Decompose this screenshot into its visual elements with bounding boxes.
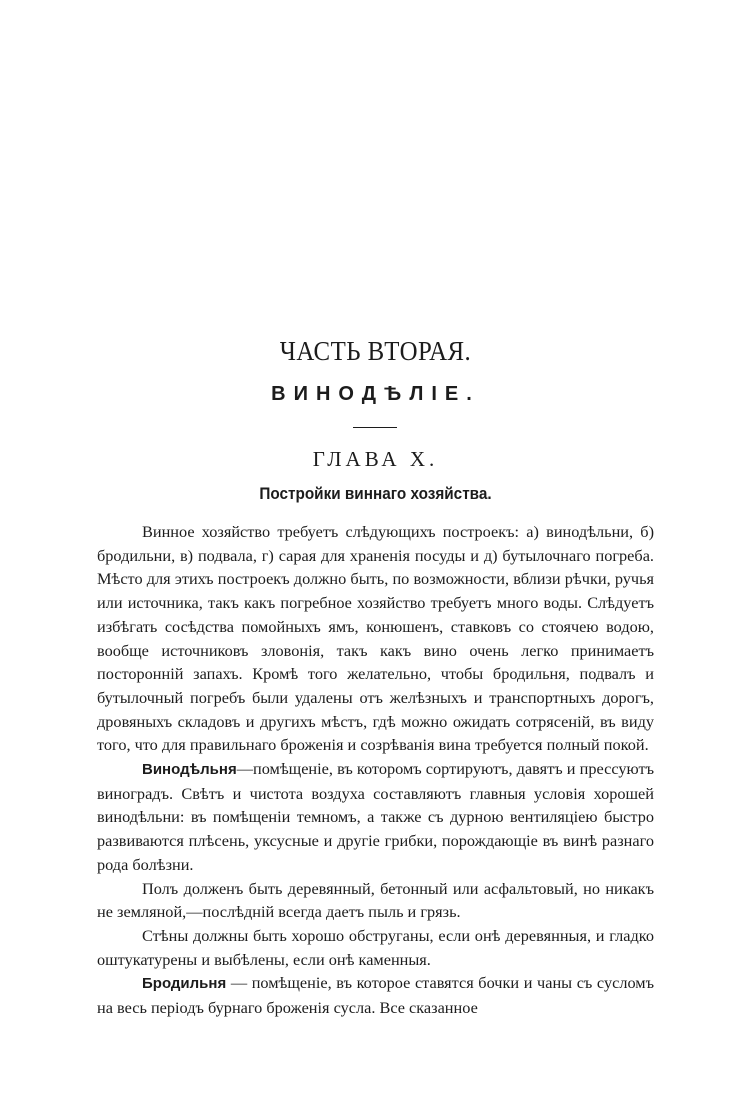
term-fermentation-room: Бродильня (142, 975, 227, 993)
paragraph-floor (97, 877, 654, 924)
paragraph-winery (97, 757, 654, 877)
title-divider (353, 427, 397, 428)
book-page (97, 0, 654, 1100)
paragraph-walls (97, 924, 654, 971)
paragraph-text: Винное хозяйство требуетъ слѣдующихъ построекъ: а) винодѣльни, б) бродильни, в) подвала, г) сарая для храненія посуды и д) бутылочнаго погреба. Мѣсто для этихъ построекъ должно быть, по возможности, вблизи рѣчки, ручья или источника, такъ какъ погребное хозяйство требуетъ много воды. Слѣдуетъ избѣгать сосѣдства помойныхъ ямъ, конюшенъ, ставковъ со стоячею водою, вообще источниковъ зловонія, такъ какъ вино очень легко принимаетъ посторонній запахъ. Кромѣ того желательно, чтобы бродильня, подвалъ и бутылочный погребъ были удалены отъ желѣзныхъ и транспортныхъ дорогъ, дровяныхъ складовъ и другихъ мѣстъ, гдѣ можно ожидать сотрясеній, въ виду того, что для правильнаго броженія и созрѣванія вина требуется полный покой. (97, 522, 654, 755)
paragraph-text: Полъ долженъ быть деревянный, бетонный или асфальтовый, но никакъ не земляной,—послѣдній всегда даетъ пыль и грязь. (97, 878, 654, 922)
chapter-title: ГЛАВА X. (312, 447, 439, 471)
paragraph-text: — помѣщеніе, въ которое ставятся бочки и чаны съ сусломъ на весь періодъ бурнаго броженія сусла. Все сказанное (97, 973, 654, 1018)
section-title: Постройки виннаго хозяйства. (259, 484, 492, 503)
body-text (97, 520, 654, 1020)
paragraph-text: —помѣщеніе, въ которомъ сортируютъ, давятъ и прессуютъ виноградъ. Свѣтъ и чистота воздуха составляютъ главныя условія хорошей винодѣльни: въ помѣщеніи темномъ, а также съ дурною вентиляціею быстро развиваются плѣсень, уксусные и другіе грибки, порождающіе въ винѣ разнаго рода болѣзни. (97, 759, 654, 874)
part-title: ЧАСТЬ ВТОРАЯ. (279, 336, 472, 366)
paragraph-fermentation (97, 971, 654, 1019)
term-winery: Винодѣльня (142, 761, 237, 779)
paragraph-text: Стѣны должны быть хорошо обструганы, если онѣ деревянныя, и гладко оштукатурены и выбѣлены, если онѣ каменныя. (97, 925, 654, 969)
subject-title: ВИНОДѢЛІЕ. (271, 383, 480, 405)
paragraph-intro (97, 520, 654, 757)
